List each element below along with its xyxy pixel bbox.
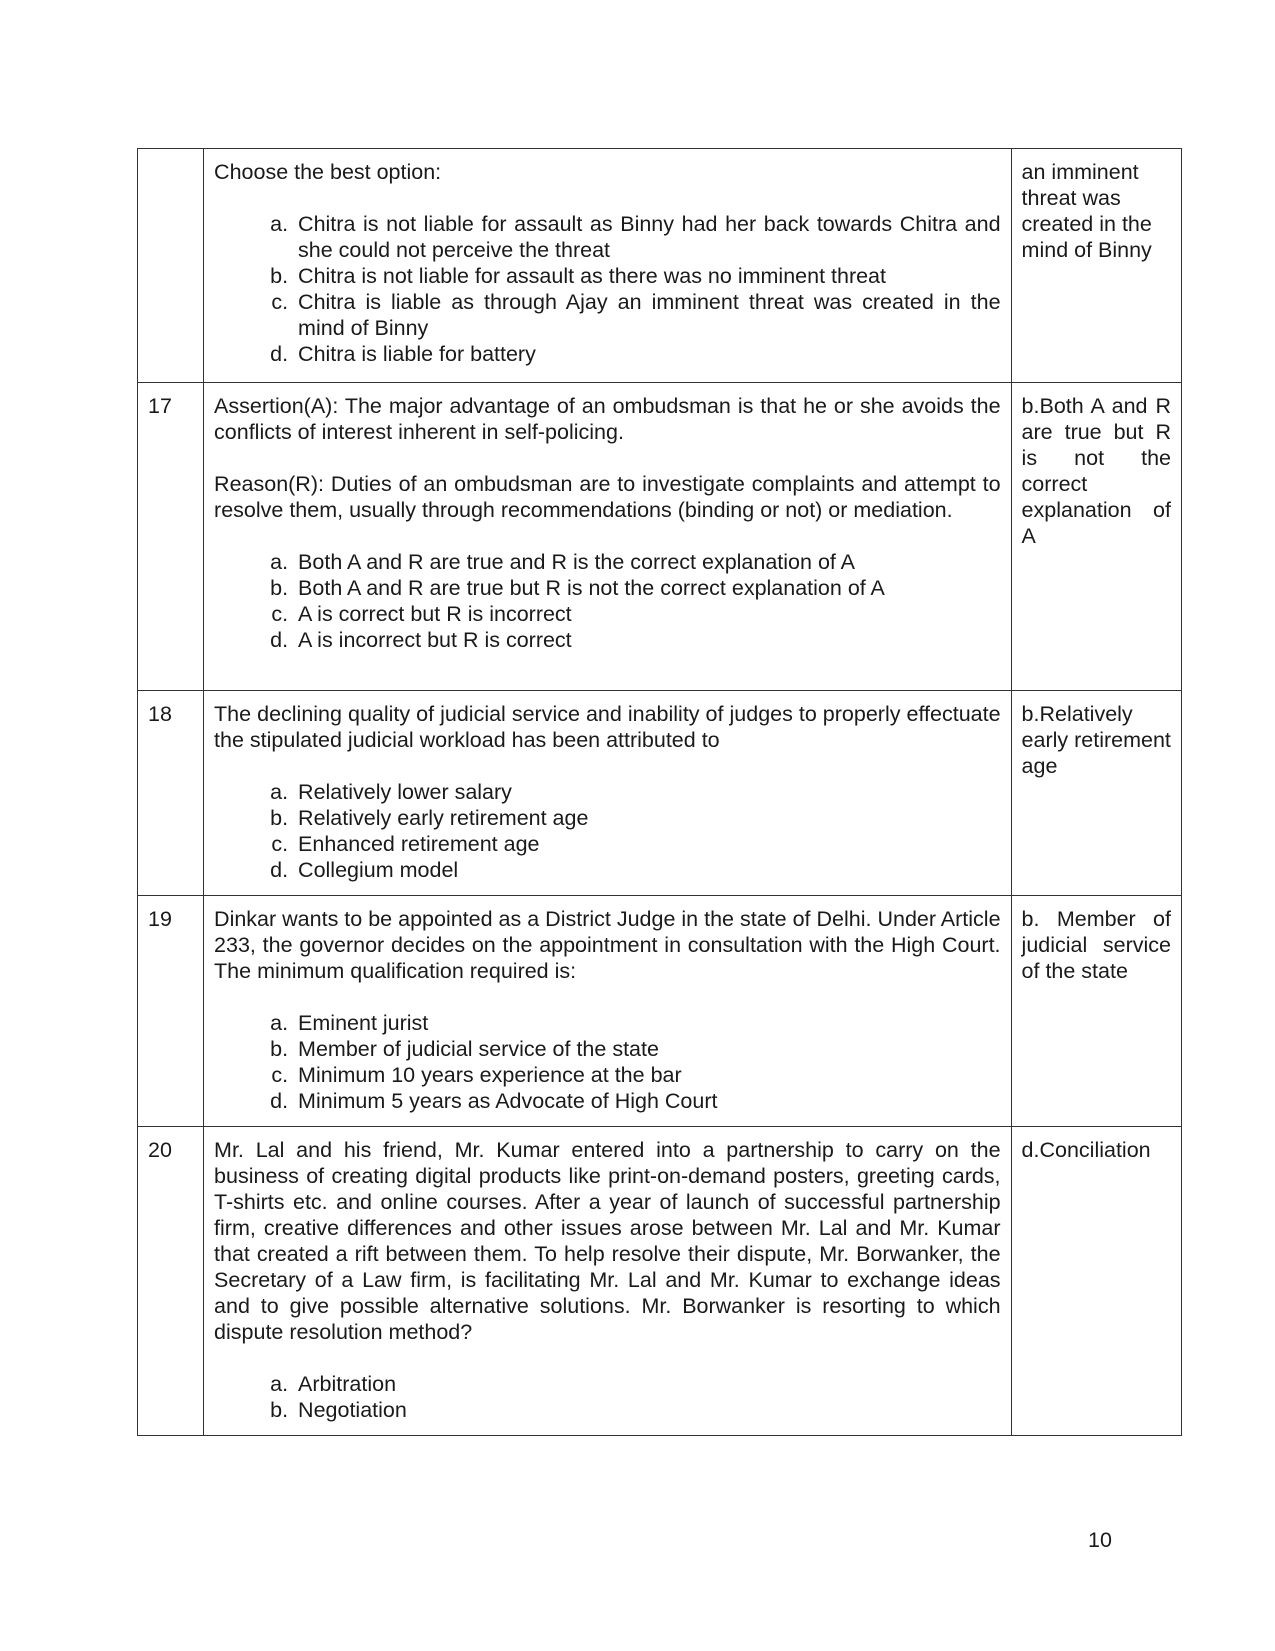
option-item: [214, 211, 1001, 263]
option-letter: c.: [271, 832, 289, 856]
reason-text: Reason(R): Duties of an ombudsman are to investigate complaints and attempt to resolve them, usually through recommendations (binding or not) or mediation.: [214, 472, 1001, 522]
option-letter: c.: [271, 1063, 289, 1087]
option-text: Negotiation: [298, 1398, 407, 1422]
option-item: [214, 1036, 1001, 1062]
option-text: A is correct but R is incorrect: [298, 602, 572, 626]
option-letter: b.: [270, 576, 289, 600]
question-text: Mr. Lal and his friend, Mr. Kumar entered into a partnership to carry on the business of creating digital products like print-on-demand posters, greeting cards, T-shirts etc. and online courses. After a year of launch of successful partnership firm, creative differences and other issues arose between Mr. Lal and Mr. Kumar that created a rift between them. To help resolve their dispute, Mr. Borwanker, the Secretary of a Law firm, is facilitating Mr. Lal and Mr. Kumar to exchange ideas and to give possible alternative solutions. Mr. Borwanker is resorting to which dispute resolution method?: [214, 1138, 1001, 1344]
option-item: [214, 289, 1001, 341]
option-text: Enhanced retirement age: [298, 832, 540, 856]
question-text: Choose the best option:: [214, 160, 442, 184]
option-item: [214, 1371, 1001, 1397]
options-list: [214, 779, 1001, 883]
option-item: [214, 627, 1001, 653]
question-text: The declining quality of judicial service and inability of judges to properly effectuate the stipulated judicial workload has been attributed to: [214, 702, 1001, 752]
answer-cell: an imminent threat was created in the mind of Binny: [1011, 149, 1181, 383]
question-table: [137, 148, 1182, 1436]
option-letter: b.: [270, 1037, 289, 1061]
option-text: Arbitration: [298, 1372, 397, 1396]
question-row: [138, 1127, 1182, 1436]
assertion-text: Assertion(A): The major advantage of an ombudsman is that he or she avoids the conflicts of interest inherent in self-policing.: [214, 394, 1001, 444]
question-cell: [204, 149, 1012, 383]
option-item: [214, 1088, 1001, 1114]
question-cell: [204, 691, 1012, 896]
option-item: [214, 1397, 1001, 1423]
answer-cell: b. Member of judicial service of the state: [1011, 896, 1181, 1127]
option-item: [214, 575, 1001, 601]
option-text: Relatively lower salary: [298, 780, 512, 804]
option-item: [214, 549, 1001, 575]
option-text: Eminent jurist: [298, 1011, 429, 1035]
question-number: [138, 149, 204, 383]
option-text: Minimum 5 years as Advocate of High Court: [298, 1089, 718, 1113]
option-letter: c.: [271, 602, 289, 626]
option-text: Chitra is liable as through Ajay an imminent threat was created in the mind of Binny: [298, 290, 1001, 340]
option-item: [214, 263, 1001, 289]
option-letter: c.: [271, 290, 289, 314]
question-cell: [204, 1127, 1012, 1436]
question-text: Dinkar wants to be appointed as a District Judge in the state of Delhi. Under Article 233, the governor decides on the appointment in consultation with the High Court. The minimum qualification required is:: [214, 907, 1001, 983]
option-item: [214, 1062, 1001, 1088]
option-letter: b.: [270, 1398, 289, 1422]
option-text: Both A and R are true but R is not the correct explanation of A: [298, 576, 885, 600]
option-letter: d.: [270, 628, 289, 652]
option-letter: b.: [270, 806, 289, 830]
options-list: [214, 211, 1001, 367]
option-text: Chitra is not liable for assault as Binny had her back towards Chitra and she could not perceive the threat: [298, 212, 1001, 262]
option-text: A is incorrect but R is correct: [298, 628, 572, 652]
options-list: [214, 549, 1001, 653]
option-text: Member of judicial service of the state: [298, 1037, 659, 1061]
answer-cell: b.Both A and R are true but R is not the correct explanation of A: [1011, 383, 1181, 691]
option-item: [214, 601, 1001, 627]
answer-cell: d.Conciliation: [1011, 1127, 1181, 1436]
option-text: Chitra is liable for battery: [298, 342, 536, 366]
answer-cell: b.Relatively early retirement age: [1011, 691, 1181, 896]
question-number: 19: [138, 896, 204, 1127]
option-text: Minimum 10 years experience at the bar: [298, 1063, 682, 1087]
option-item: [214, 831, 1001, 857]
question-cell: [204, 383, 1012, 691]
option-item: [214, 1010, 1001, 1036]
option-letter: d.: [270, 1089, 289, 1113]
option-item: [214, 779, 1001, 805]
question-row: [138, 149, 1182, 383]
question-number: 17: [138, 383, 204, 691]
question-number: 20: [138, 1127, 204, 1436]
option-letter: a.: [270, 1011, 289, 1035]
option-letter: b.: [270, 264, 289, 288]
page-number: 10: [1088, 1528, 1112, 1552]
question-row: [138, 691, 1182, 896]
option-text: Relatively early retirement age: [298, 806, 589, 830]
option-item: [214, 341, 1001, 367]
question-row: [138, 896, 1182, 1127]
options-list: [214, 1010, 1001, 1114]
option-letter: d.: [270, 858, 289, 882]
option-text: Both A and R are true and R is the correct explanation of A: [298, 550, 855, 574]
option-letter: d.: [270, 342, 289, 366]
option-letter: a.: [270, 780, 289, 804]
options-list: [214, 1371, 1001, 1423]
option-text: Chitra is not liable for assault as there was no imminent threat: [298, 264, 886, 288]
question-row: [138, 383, 1182, 691]
option-letter: a.: [270, 212, 289, 236]
option-letter: a.: [270, 550, 289, 574]
question-cell: [204, 896, 1012, 1127]
option-text: Collegium model: [298, 858, 459, 882]
option-item: [214, 805, 1001, 831]
option-item: [214, 857, 1001, 883]
option-letter: a.: [270, 1372, 289, 1396]
question-number: 18: [138, 691, 204, 896]
